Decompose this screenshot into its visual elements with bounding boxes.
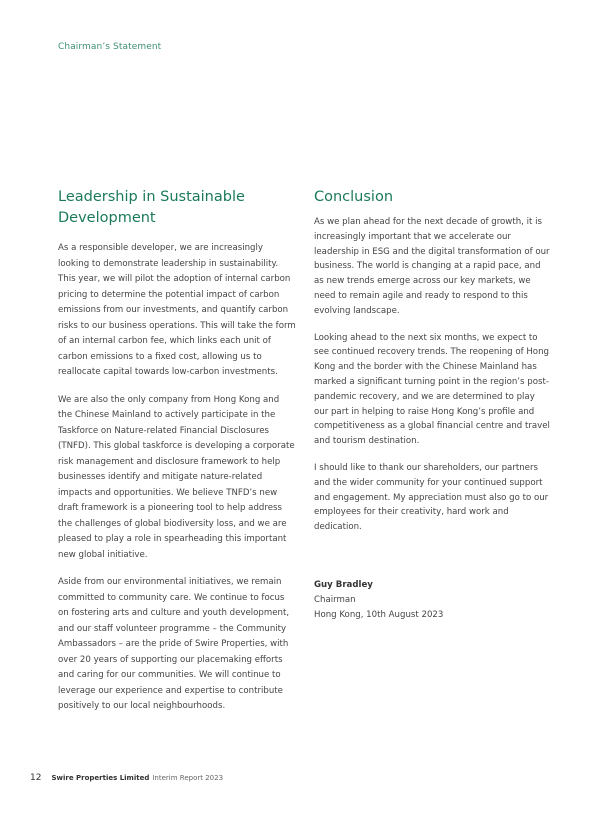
paragraph: Looking ahead to the next six months, we expect to see continued recovery trends. The reopening of Hong Kong and the border with the Chinese Mainland has marked a significant turning point in the region’s post-pandemic recovery, and we are determined to play our part in helping to raise Hong Kong’s profile and competitiveness as a global financial centre and travel and tourism destination. (314, 332, 550, 447)
page-footer (30, 773, 223, 783)
paragraph: As a responsible developer, we are increasingly looking to demonstrate leadership in sustainability. This year, we will pilot the adoption of internal carbon pricing to determine the potential impact of carbon emissions from our investments, and quantify carbon risks to our business operations. This will take the form of an internal carbon fee, which links each unit of carbon emissions to a fixed cost, allowing us to reallocate capital towards low-carbon investments. (58, 243, 296, 377)
signature-block (314, 578, 443, 622)
running-header: Chairman’s Statement (58, 42, 162, 52)
signatory-title: Chairman (314, 594, 356, 605)
paragraph: As we plan ahead for the next decade of growth, it is increasingly important that we accelerate our leadership in ESG and the digital transformation of our business. The world is changing at a rapid pace, and as new trends emerge across our key markets, we need to remain agile and ready to respond to this evolving landscape. (314, 217, 550, 316)
section-heading-leadership: Leadership in Sustainable Development (58, 189, 245, 226)
paragraph: Aside from our environmental initiatives, we remain committed to community care. We continue to focus on fostering arts and culture and youth development, and our staff volunteer programme – the Community Ambassadors – are the pride of Swire Properties, with over 20 years of supporting our placemaking efforts and caring for our communities. We will continue to leverage our experience and expertise to contribute positively to our local neighbourhoods. (58, 577, 290, 711)
company-name: Swire Properties Limited (51, 774, 150, 782)
signature-place-date: Hong Kong, 10th August 2023 (314, 609, 444, 620)
paragraph: I should like to thank our shareholders, our partners and the wider community for your continued support and engagement. My appreciation must also go to our employees for their creativity, hard work and dedication. (314, 462, 549, 533)
paragraph: We are also the only company from Hong Kong and the Chinese Mainland to actively participate in the Taskforce on Nature-related Financial Disclosures (TNFD). This global taskforce is developing a corporate risk management and disclosure framework to help businesses identify and mitigate nature-related impacts and opportunities. We believe TNFD’s new draft framework is a pioneering tool to help address the challenges of global biodiversity loss, and we are pleased to play a role in spearheading this important new global initiative. (58, 394, 295, 560)
section-heading-conclusion: Conclusion (314, 189, 394, 205)
report-name: Interim Report 2023 (152, 774, 224, 782)
right-column (314, 187, 550, 547)
left-column (58, 187, 296, 727)
signatory-name: Guy Bradley (314, 580, 373, 590)
page-number: 12 (30, 773, 42, 783)
